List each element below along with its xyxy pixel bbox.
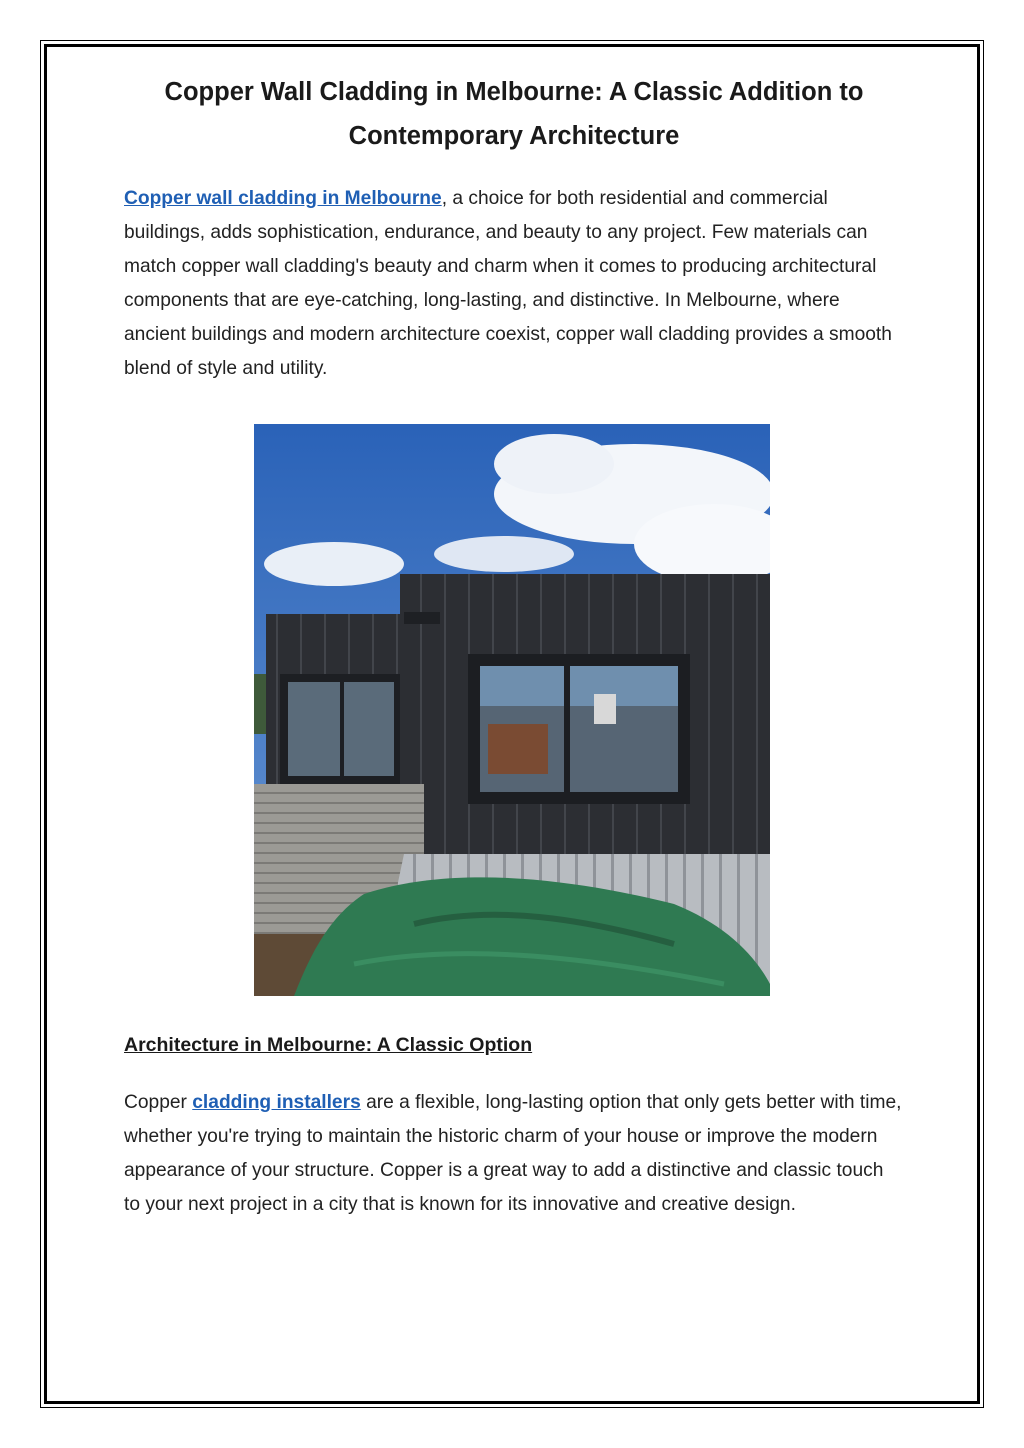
intro-text: , a choice for both residential and commercial buildings, adds sophistication, endurance, and beauty to any project. Few materials can match copper wall cladding's beauty and charm when it comes to producing architectural components that are eye-catching, long-lasting, and distinctive. In Melbourne, where ancient buildings and modern architecture coexist, copper wall cladding provides a smooth blend of style and utility. <box>124 188 892 379</box>
copper-wall-cladding-link[interactable]: Copper wall cladding in Melbourne <box>124 188 442 209</box>
section-text: are a flexible, long-lasting option that only gets better with time, whether you're trying to maintain the historic charm of your house or improve the modern appearance of your structure. Copper is a great way to add a distinctive and classic touch to your next project in a city that is known for its innovative and creative design. <box>124 1092 902 1215</box>
section-prefix: Copper <box>124 1092 193 1113</box>
intro-paragraph <box>124 182 904 386</box>
section-paragraph <box>124 1086 904 1222</box>
section-heading: Architecture in Melbourne: A Classic Option <box>124 1034 533 1056</box>
cladding-photo <box>254 424 770 996</box>
cladding-installers-link[interactable]: cladding installers <box>192 1092 361 1113</box>
article-title: Copper Wall Cladding in Melbourne: A Classic Addition to Contemporary Architecture <box>164 78 864 150</box>
article <box>124 70 904 1222</box>
